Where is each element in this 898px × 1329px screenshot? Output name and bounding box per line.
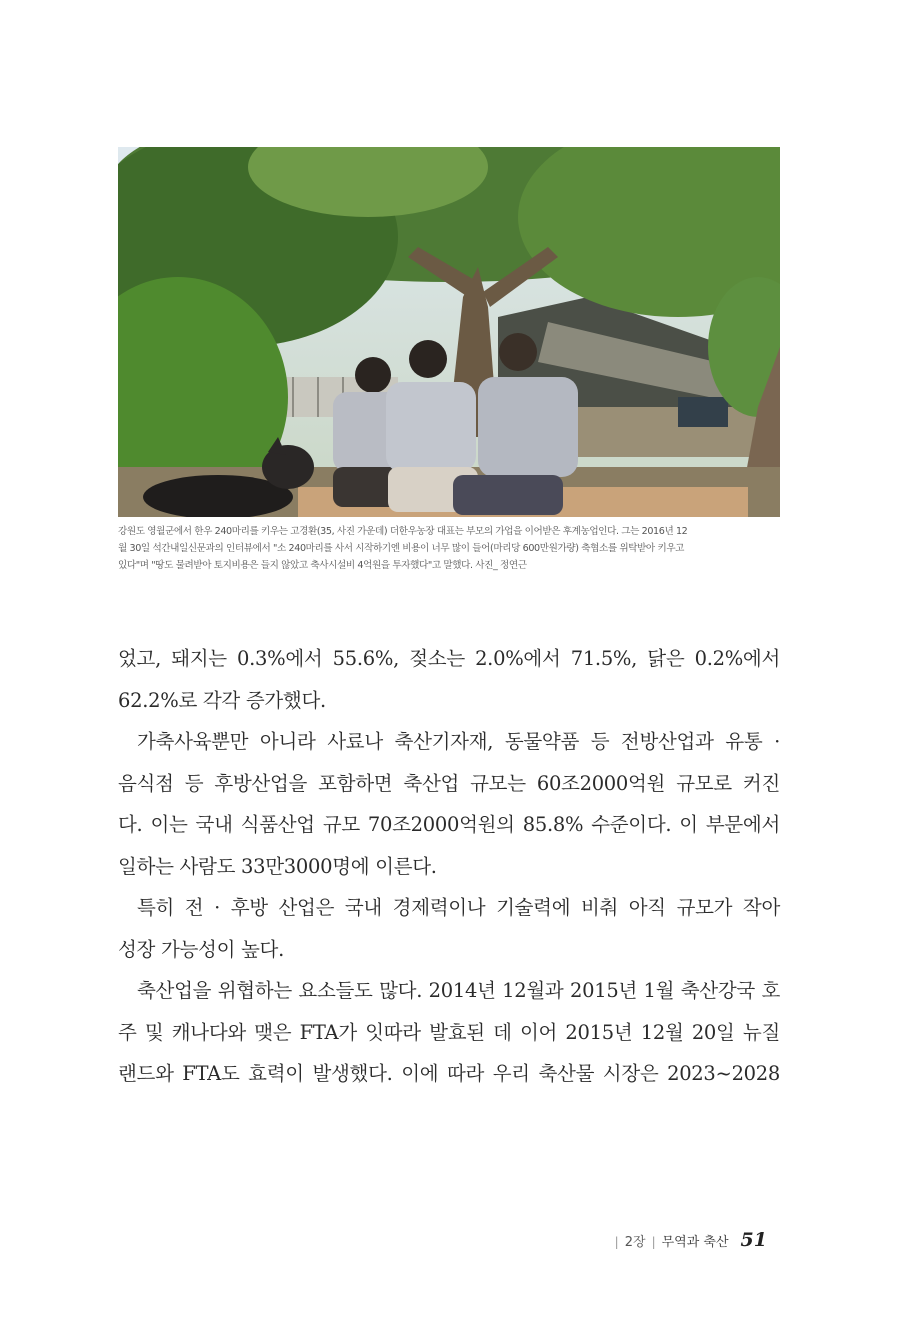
chapter-title: 무역과 축산: [661, 1235, 729, 1250]
page-number: 51: [740, 1229, 767, 1251]
farm-photo: [118, 147, 780, 517]
footer-divider: |: [614, 1235, 619, 1249]
body-line: 주 및 캐나다와 맺은 FTA가 잇따라 발효된 데 이어 2015년 12월 20일 뉴질: [118, 1020, 780, 1044]
chapter-label: 2장: [624, 1235, 646, 1250]
body-line: 가축사육뿐만 아니라 사료나 축산기자재, 동물약품 등 전방산업과 유통 ·: [137, 730, 780, 753]
caption-line: 있다"며 "땅도 물려받아 토지비용은 들지 않았고 축사시설비 4억원을 투자했다"고 말했다. 사진_ 정연근: [118, 560, 527, 571]
body-line: 었고, 돼지는 0.3%에서 55.6%, 젖소는 2.0%에서 71.5%, 닭은 0.2%에서: [118, 647, 780, 670]
body-paragraphs: [118, 638, 780, 1095]
body-line: 랜드와 FTA도 효력이 발생했다. 이에 따라 우리 축산물 시장은 2023~2028: [118, 1062, 780, 1085]
body-line: 특히 전 · 후방 산업은 국내 경제력이나 기술력에 비춰 아직 규모가 작아: [137, 896, 780, 919]
body-line: 62.2%로 각각 증가했다.: [118, 688, 326, 712]
body-line: 일하는 사람도 33만3000명에 이른다.: [118, 854, 437, 878]
photo-caption: [118, 523, 780, 574]
page-footer: [615, 1229, 767, 1251]
body-line: 축산업을 위협하는 요소들도 많다. 2014년 12월과 2015년 1월 축산강국 호: [137, 979, 780, 1002]
footer-divider: |: [651, 1235, 656, 1249]
farm-photo-illustration: [118, 147, 780, 517]
body-line: 음식점 등 후방산업을 포함하면 축산업 규모는 60조2000억원 규모로 커진: [118, 771, 780, 795]
caption-line: 강원도 영월군에서 한우 240마리를 키우는 고경환(35, 사진 가운데) 더한우농장 대표는 부모의 가업을 이어받은 후계농업인다. 그는 2016년 12: [118, 526, 688, 537]
body-line: 성장 가능성이 높다.: [118, 937, 284, 961]
caption-line: 월 30일 석간내일신문과의 인터뷰에서 "소 240마리를 사서 시작하기엔 비용이 너무 많이 들어(마리당 600만원가량) 축협소를 위탁받아 키우고: [118, 543, 685, 554]
body-line: 다. 이는 국내 식품산업 규모 70조2000억원의 85.8% 수준이다. 이 부문에서: [118, 813, 780, 836]
